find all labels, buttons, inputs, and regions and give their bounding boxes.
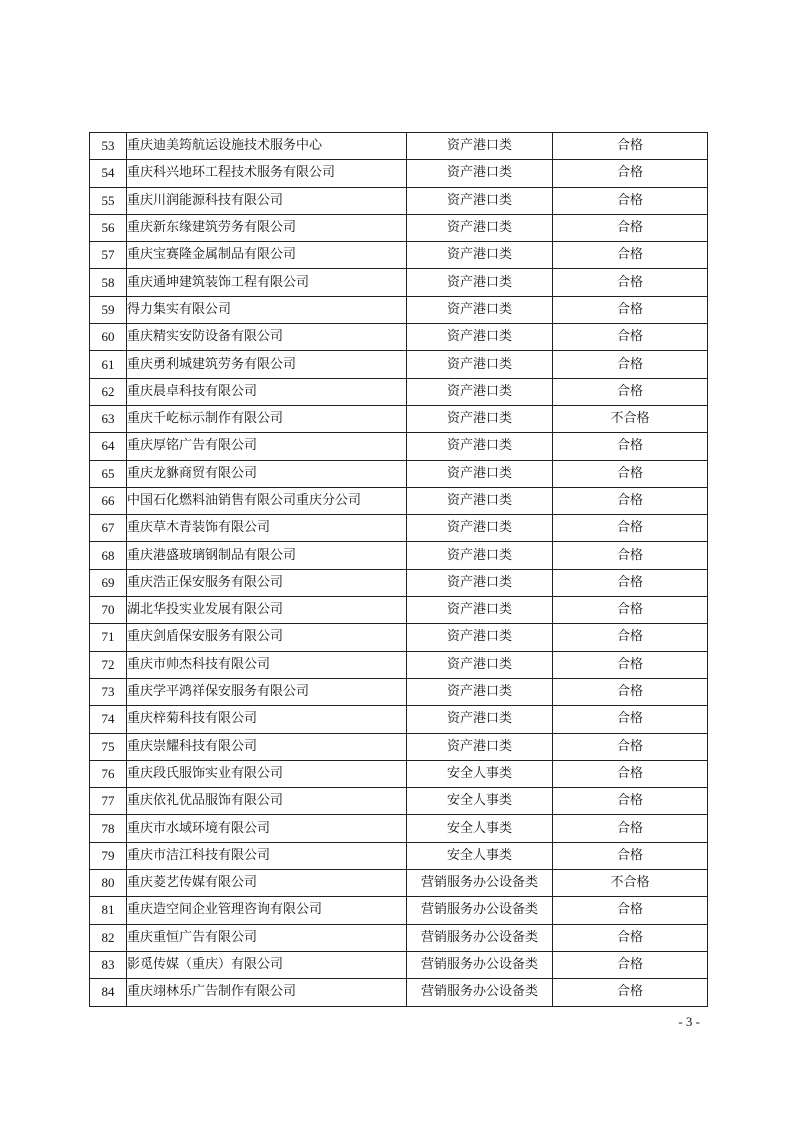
row-number-cell: 70 bbox=[90, 597, 127, 624]
row-number-cell: 66 bbox=[90, 487, 127, 514]
row-number-cell: 54 bbox=[90, 160, 127, 187]
result-cell: 合格 bbox=[553, 788, 708, 815]
table-row bbox=[90, 133, 708, 160]
result-cell: 合格 bbox=[553, 733, 708, 760]
result-cell: 不合格 bbox=[553, 870, 708, 897]
table-row bbox=[90, 760, 708, 787]
table-row bbox=[90, 214, 708, 241]
result-cell: 合格 bbox=[553, 515, 708, 542]
company-name-cell: 重庆崇耀科技有限公司 bbox=[127, 733, 407, 760]
result-cell: 合格 bbox=[553, 460, 708, 487]
category-cell: 营销服务办公设备类 bbox=[407, 897, 553, 924]
table-row bbox=[90, 187, 708, 214]
table-row bbox=[90, 678, 708, 705]
row-number-cell: 69 bbox=[90, 569, 127, 596]
category-cell: 资产港口类 bbox=[407, 678, 553, 705]
table-row bbox=[90, 460, 708, 487]
result-cell: 合格 bbox=[553, 296, 708, 323]
company-name-cell: 重庆科兴地环工程技术服务有限公司 bbox=[127, 160, 407, 187]
result-cell: 合格 bbox=[553, 214, 708, 241]
company-name-cell: 重庆依礼优品服饰有限公司 bbox=[127, 788, 407, 815]
result-cell: 合格 bbox=[553, 542, 708, 569]
company-name-cell: 重庆川润能源科技有限公司 bbox=[127, 187, 407, 214]
row-number-cell: 67 bbox=[90, 515, 127, 542]
result-cell: 合格 bbox=[553, 378, 708, 405]
category-cell: 资产港口类 bbox=[407, 269, 553, 296]
table-row bbox=[90, 160, 708, 187]
company-name-cell: 重庆市帅杰科技有限公司 bbox=[127, 651, 407, 678]
result-cell: 合格 bbox=[553, 897, 708, 924]
result-cell: 合格 bbox=[553, 187, 708, 214]
result-cell: 合格 bbox=[553, 815, 708, 842]
category-cell: 安全人事类 bbox=[407, 815, 553, 842]
category-cell: 资产港口类 bbox=[407, 569, 553, 596]
row-number-cell: 71 bbox=[90, 624, 127, 651]
category-cell: 资产港口类 bbox=[407, 597, 553, 624]
company-name-cell: 重庆草木青装饰有限公司 bbox=[127, 515, 407, 542]
category-cell: 资产港口类 bbox=[407, 487, 553, 514]
row-number-cell: 76 bbox=[90, 760, 127, 787]
table-row bbox=[90, 951, 708, 978]
category-cell: 资产港口类 bbox=[407, 133, 553, 160]
company-name-cell: 重庆宝赛隆金属制品有限公司 bbox=[127, 242, 407, 269]
company-name-cell: 得力集实有限公司 bbox=[127, 296, 407, 323]
company-name-cell: 重庆通坤建筑装饰工程有限公司 bbox=[127, 269, 407, 296]
result-cell: 合格 bbox=[553, 242, 708, 269]
result-cell: 合格 bbox=[553, 951, 708, 978]
category-cell: 资产港口类 bbox=[407, 242, 553, 269]
table-row bbox=[90, 269, 708, 296]
category-cell: 资产港口类 bbox=[407, 460, 553, 487]
table-row bbox=[90, 405, 708, 432]
category-cell: 资产港口类 bbox=[407, 433, 553, 460]
result-cell: 合格 bbox=[553, 706, 708, 733]
row-number-cell: 81 bbox=[90, 897, 127, 924]
table-row bbox=[90, 351, 708, 378]
result-cell: 不合格 bbox=[553, 405, 708, 432]
company-name-cell: 重庆港盛玻璃钢制品有限公司 bbox=[127, 542, 407, 569]
result-cell: 合格 bbox=[553, 842, 708, 869]
company-name-cell: 重庆市洁江科技有限公司 bbox=[127, 842, 407, 869]
company-name-cell: 重庆菱艺传媒有限公司 bbox=[127, 870, 407, 897]
company-name-cell: 重庆段氏服饰实业有限公司 bbox=[127, 760, 407, 787]
table-row bbox=[90, 433, 708, 460]
table-row bbox=[90, 324, 708, 351]
category-cell: 资产港口类 bbox=[407, 542, 553, 569]
category-cell: 资产港口类 bbox=[407, 214, 553, 241]
table-row bbox=[90, 788, 708, 815]
company-name-cell: 重庆浩正保安服务有限公司 bbox=[127, 569, 407, 596]
category-cell: 资产港口类 bbox=[407, 405, 553, 432]
category-cell: 资产港口类 bbox=[407, 351, 553, 378]
company-name-cell: 重庆重恒广告有限公司 bbox=[127, 924, 407, 951]
company-name-cell: 重庆勇利城建筑劳务有限公司 bbox=[127, 351, 407, 378]
result-cell: 合格 bbox=[553, 924, 708, 951]
category-cell: 资产港口类 bbox=[407, 651, 553, 678]
result-cell: 合格 bbox=[553, 678, 708, 705]
table-row bbox=[90, 924, 708, 951]
row-number-cell: 82 bbox=[90, 924, 127, 951]
table-row bbox=[90, 597, 708, 624]
row-number-cell: 57 bbox=[90, 242, 127, 269]
category-cell: 营销服务办公设备类 bbox=[407, 951, 553, 978]
category-cell: 资产港口类 bbox=[407, 324, 553, 351]
table-row bbox=[90, 242, 708, 269]
company-name-cell: 重庆剑盾保安服务有限公司 bbox=[127, 624, 407, 651]
table-row bbox=[90, 979, 708, 1006]
table-row bbox=[90, 815, 708, 842]
result-cell: 合格 bbox=[553, 433, 708, 460]
company-name-cell: 重庆精实安防设备有限公司 bbox=[127, 324, 407, 351]
result-cell: 合格 bbox=[553, 324, 708, 351]
table-row bbox=[90, 296, 708, 323]
table-row bbox=[90, 542, 708, 569]
row-number-cell: 64 bbox=[90, 433, 127, 460]
page-number: - 3 - bbox=[678, 1014, 700, 1029]
result-cell: 合格 bbox=[553, 569, 708, 596]
row-number-cell: 79 bbox=[90, 842, 127, 869]
result-cell: 合格 bbox=[553, 133, 708, 160]
category-cell: 资产港口类 bbox=[407, 187, 553, 214]
row-number-cell: 74 bbox=[90, 706, 127, 733]
company-name-cell: 重庆晨卓科技有限公司 bbox=[127, 378, 407, 405]
row-number-cell: 78 bbox=[90, 815, 127, 842]
table-row bbox=[90, 651, 708, 678]
row-number-cell: 58 bbox=[90, 269, 127, 296]
company-name-cell: 重庆造空间企业管理咨询有限公司 bbox=[127, 897, 407, 924]
result-cell: 合格 bbox=[553, 597, 708, 624]
row-number-cell: 65 bbox=[90, 460, 127, 487]
category-cell: 资产港口类 bbox=[407, 296, 553, 323]
result-cell: 合格 bbox=[553, 651, 708, 678]
row-number-cell: 73 bbox=[90, 678, 127, 705]
table-row bbox=[90, 842, 708, 869]
result-cell: 合格 bbox=[553, 487, 708, 514]
row-number-cell: 83 bbox=[90, 951, 127, 978]
category-cell: 安全人事类 bbox=[407, 760, 553, 787]
row-number-cell: 60 bbox=[90, 324, 127, 351]
company-name-cell: 湖北华投实业发展有限公司 bbox=[127, 597, 407, 624]
category-cell: 资产港口类 bbox=[407, 160, 553, 187]
row-number-cell: 84 bbox=[90, 979, 127, 1006]
result-cell: 合格 bbox=[553, 160, 708, 187]
company-name-cell: 影觅传媒（重庆）有限公司 bbox=[127, 951, 407, 978]
result-cell: 合格 bbox=[553, 269, 708, 296]
company-name-cell: 重庆迪美筠航运设施技术服务中心 bbox=[127, 133, 407, 160]
results-table-body bbox=[90, 133, 708, 1007]
row-number-cell: 68 bbox=[90, 542, 127, 569]
category-cell: 安全人事类 bbox=[407, 842, 553, 869]
table-row bbox=[90, 706, 708, 733]
row-number-cell: 75 bbox=[90, 733, 127, 760]
results-table bbox=[89, 132, 708, 1007]
row-number-cell: 80 bbox=[90, 870, 127, 897]
category-cell: 资产港口类 bbox=[407, 515, 553, 542]
table-row bbox=[90, 897, 708, 924]
table-row bbox=[90, 515, 708, 542]
category-cell: 资产港口类 bbox=[407, 378, 553, 405]
row-number-cell: 53 bbox=[90, 133, 127, 160]
company-name-cell: 重庆翊林乐广告制作有限公司 bbox=[127, 979, 407, 1006]
company-name-cell: 重庆梓菊科技有限公司 bbox=[127, 706, 407, 733]
category-cell: 营销服务办公设备类 bbox=[407, 979, 553, 1006]
row-number-cell: 61 bbox=[90, 351, 127, 378]
row-number-cell: 59 bbox=[90, 296, 127, 323]
result-cell: 合格 bbox=[553, 351, 708, 378]
row-number-cell: 63 bbox=[90, 405, 127, 432]
category-cell: 资产港口类 bbox=[407, 624, 553, 651]
company-name-cell: 重庆厚铭广告有限公司 bbox=[127, 433, 407, 460]
table-row bbox=[90, 624, 708, 651]
category-cell: 安全人事类 bbox=[407, 788, 553, 815]
table-row bbox=[90, 378, 708, 405]
company-name-cell: 重庆新东缘建筑劳务有限公司 bbox=[127, 214, 407, 241]
table-row bbox=[90, 733, 708, 760]
row-number-cell: 62 bbox=[90, 378, 127, 405]
category-cell: 资产港口类 bbox=[407, 733, 553, 760]
company-name-cell: 重庆学平鸿祥保安服务有限公司 bbox=[127, 678, 407, 705]
result-cell: 合格 bbox=[553, 760, 708, 787]
table-row bbox=[90, 569, 708, 596]
row-number-cell: 55 bbox=[90, 187, 127, 214]
company-name-cell: 重庆龙貅商贸有限公司 bbox=[127, 460, 407, 487]
table-row bbox=[90, 487, 708, 514]
result-cell: 合格 bbox=[553, 624, 708, 651]
company-name-cell: 重庆市水域环境有限公司 bbox=[127, 815, 407, 842]
company-name-cell: 重庆千屹标示制作有限公司 bbox=[127, 405, 407, 432]
company-name-cell: 中国石化燃料油销售有限公司重庆分公司 bbox=[127, 487, 407, 514]
category-cell: 营销服务办公设备类 bbox=[407, 924, 553, 951]
category-cell: 营销服务办公设备类 bbox=[407, 870, 553, 897]
category-cell: 资产港口类 bbox=[407, 706, 553, 733]
result-cell: 合格 bbox=[553, 979, 708, 1006]
row-number-cell: 77 bbox=[90, 788, 127, 815]
row-number-cell: 56 bbox=[90, 214, 127, 241]
table-row bbox=[90, 870, 708, 897]
row-number-cell: 72 bbox=[90, 651, 127, 678]
